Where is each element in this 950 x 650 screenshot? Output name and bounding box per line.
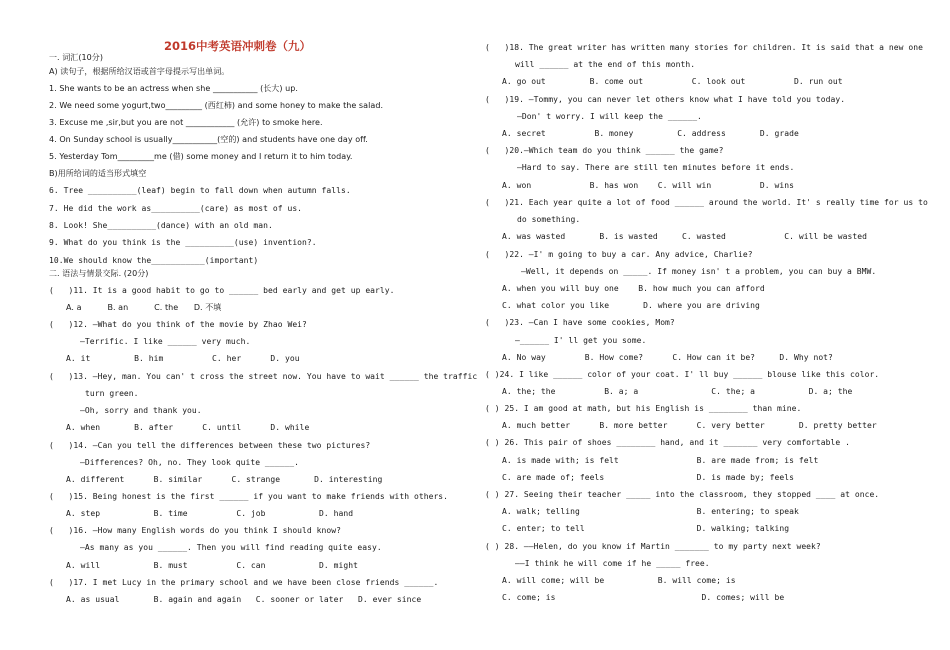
left-text-line: ( )15. Being honest is the first ______ if you want to make friends with others. [49,492,449,501]
right-text-line: —Don' t worry. I will keep the ______. [517,112,702,121]
right-text-line: ( )23. —Can I have some cookies, Mom? [485,318,675,327]
left-text-line: 8. Look! She__________(dance) with an old man. [49,221,273,230]
left-text-line: 7. He did the work as__________(care) as most of us. [49,204,303,213]
right-text-line: C. what color you like D. where you are driving [502,301,760,310]
left-text-line: turn green. [85,389,139,398]
left-text-line: —As many as you ______. Then you will find reading quite easy. [80,543,382,552]
right-text-line: A. walk; telling B. entering; to speak [502,507,799,516]
right-text-line: ( )20.—Which team do you think ______ the game? [485,146,724,155]
left-text-line: A. a B. an C. the D. 不填 [66,303,222,312]
right-text-line: A. much better B. more better C. very better D. pretty better [502,421,877,430]
left-text-line: ( )11. It is a good habit to go to ______ bed early and get up early. [49,286,395,295]
left-text-line: 1. She wants to be an actress when she ___________ (长大) up. [49,84,298,93]
right-text-line: ( ) 27. Seeing their teacher _____ into the classroom, they stopped ____ at once. [485,490,880,499]
right-text-line: A. secret B. money C. address D. grade [502,129,799,138]
right-text-line: ( )21. Each year quite a lot of food ______ around the world. It' s really time for us to [485,198,928,207]
right-text-line: ( ) 25. I am good at math, but his English is ________ than mine. [485,404,802,413]
right-text-line: —______ I' ll get you some. [515,336,647,345]
right-text-line: —Well, it depends on _____. If money isn' t a problem, you can buy a BMW. [521,267,877,276]
right-text-line: ( ) 26. This pair of shoes ________ hand, and it _______ very comfortable . [485,438,850,447]
right-text-line: —Hard to say. There are still ten minutes before it ends. [517,163,795,172]
left-text-line: A. when B. after C. until D. while [66,423,310,432]
right-text-line: A. was wasted B. is wasted C. wasted C. will be wasted [502,232,867,241]
left-text-line: 二. 语法与情景交际. (20分) [49,269,149,278]
left-text-line: A. as usual B. again and again C. sooner or later D. ever since [66,595,422,604]
right-text-line: C. are made of; feels D. is made by; feels [502,473,794,482]
left-text-line: ( )17. I met Lucy in the primary school and we have been close friends ______. [49,578,439,587]
right-text-line: A. will come; will be B. will come; is [502,576,736,585]
right-text-line: A. won B. has won C. will win D. wins [502,181,794,190]
left-text-line: 2. We need some yogurt,two_________ (西红柿) and some honey to make the salad. [49,101,384,110]
left-text-line: 6. Tree __________(leaf) begin to fall down when autumn falls. [49,186,351,195]
right-text-line: ( )22. —I' m going to buy a car. Any advice, Charlie? [485,250,753,259]
left-text-line: A. different B. similar C. strange D. interesting [66,475,383,484]
left-text-line: B)用所给词的适当形式填空 [49,169,147,178]
left-text-line: A. it B. him C. her D. you [66,354,300,363]
left-text-line: ( )14. —Can you tell the differences between these two pictures? [49,441,371,450]
left-text-line: 一. 词汇(10分) [49,53,104,62]
left-text-line: —Oh, sorry and thank you. [80,406,202,415]
left-text-line: 10.We should know the___________(important) [49,256,259,265]
left-text-line: —Differences? Oh, no. They look quite ______. [80,458,299,467]
left-text-line: ( )12. —What do you think of the movie by Zhao Wei? [49,320,307,329]
right-text-line: A. when you will buy one B. how much you can afford [502,284,765,293]
left-text-line: ( )16. —How many English words do you think I should know? [49,526,341,535]
right-text-line: ( )18. The great writer has written many stories for children. It is said that a new one [485,43,923,52]
right-text-line: ——I think he will come if he _____ free. [515,559,710,568]
left-text-line: A. will B. must C. can D. might [66,561,358,570]
right-text-line: C. enter; to tell D. walking; talking [502,524,790,533]
exam-title: 2016中考英语冲刺卷（九） [163,39,311,53]
left-text-line: 4. On Sunday school is usually___________(空的) and students have one day off. [49,135,368,144]
right-text-line: A. the; the B. a; a C. the; a D. a; the [502,387,853,396]
right-text-line: A. No way B. How come? C. How can it be? D. Why not? [502,353,833,362]
right-text-line: ( )24. I like ______ color of your coat. I' ll buy ______ blouse like this color. [485,370,880,379]
left-text-line: A. step B. time C. job D. hand [66,509,354,518]
left-text-line: —Terrific. I like ______ very much. [80,337,251,346]
left-text-line: ( )13. —Hey, man. You can' t cross the street now. You have to wait ______ the traffic [49,372,478,381]
left-text-line: 9. What do you think is the __________(use) invention?. [49,238,317,247]
left-text-line: 5. Yesterday Tom_________me (借) some money and I return it to him today. [49,152,353,161]
right-text-line: A. is made with; is felt B. are made from; is felt [502,456,819,465]
left-text-line: A) 读句子，根据所给汉语或首字母提示写出单词。 [49,67,230,76]
right-text-line: ( )19. —Tommy, you can never let others know what I have told you today. [485,95,846,104]
right-text-line: do something. [517,215,581,224]
right-text-line: C. come; is D. comes; will be [502,593,785,602]
right-text-line: will ______ at the end of this month. [515,60,696,69]
right-text-line: A. go out B. come out C. look out D. run out [502,77,843,86]
left-text-line: 3. Excuse me ,sir,but you are not ____________ (允许) to smoke here. [49,118,323,127]
right-text-line: ( ) 28. ——Helen, do you know if Martin _______ to my party next week? [485,542,821,551]
